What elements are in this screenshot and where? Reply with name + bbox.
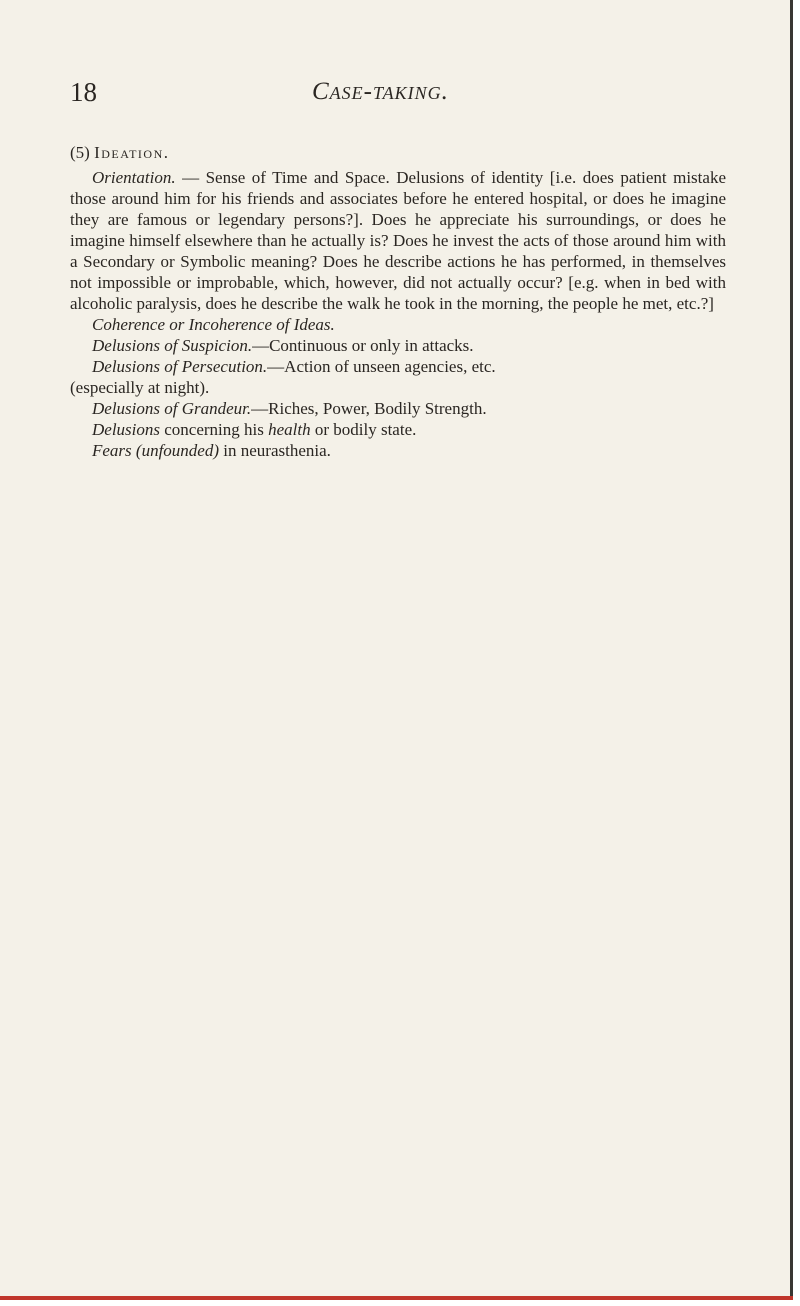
fears-line [70,440,726,461]
health-text-2: or bodily state. [310,420,417,439]
fears-text: in neurasthenia. [219,441,331,460]
coherence-label: Coherence or Incoherence of Ideas. [92,315,335,334]
suspicion-label: Delusions of Suspicion. [92,336,253,355]
health-label: Delusions [92,420,160,439]
orientation-heading: Orientation. [92,168,176,187]
running-head: Case-taking. [312,78,449,105]
page-edge-shadow [790,0,793,1300]
orientation-text: — Sense of Time and Space. Delusions of identity [i.e. does patient mistake those around him for his friends and associates before he entered hospital, or does he imagine they are famous or legendary persons?]. Does he appreciate his surroundings, or does he imagine himself elsewhere than he actually is? Does he invest the acts of those around him with a Secondary or Symbolic meaning? Does he describe actions he has performed, in themselves not impossible or improbable, which, however, did not actually occur? [e.g. when in bed with alcoholic paralysis, does he describe the walk he took in the morning, the people he met, etc.?] [70,168,726,313]
persecution-wrap-line: (especially at night). [70,378,210,397]
persecution-text: —Action of unseen agencies, etc. [267,357,496,376]
health-text-1: concerning his [160,420,269,439]
page-bottom-border [0,1296,793,1300]
section-heading [70,142,726,163]
health-emphasis: health [268,420,311,439]
grandeur-text: —Riches, Power, Bodily Strength. [251,399,487,418]
persecution-line [70,356,726,377]
section-title: Ideation. [94,143,170,162]
grandeur-line [70,398,726,419]
health-line [70,419,726,440]
page-number: 18 [70,77,97,107]
suspicion-line [70,335,726,356]
persecution-label: Delusions of Persecution. [92,357,268,376]
page-body [70,142,726,461]
coherence-line [70,314,726,335]
orientation-paragraph [70,167,726,314]
grandeur-label: Delusions of Grandeur. [92,399,252,418]
fears-emphasis: (unfounded) [135,441,220,460]
page-header [70,72,730,112]
suspicion-text: —Continuous or only in attacks. [252,336,474,355]
fears-label: Fears [92,441,132,460]
section-number: (5) [70,143,90,162]
